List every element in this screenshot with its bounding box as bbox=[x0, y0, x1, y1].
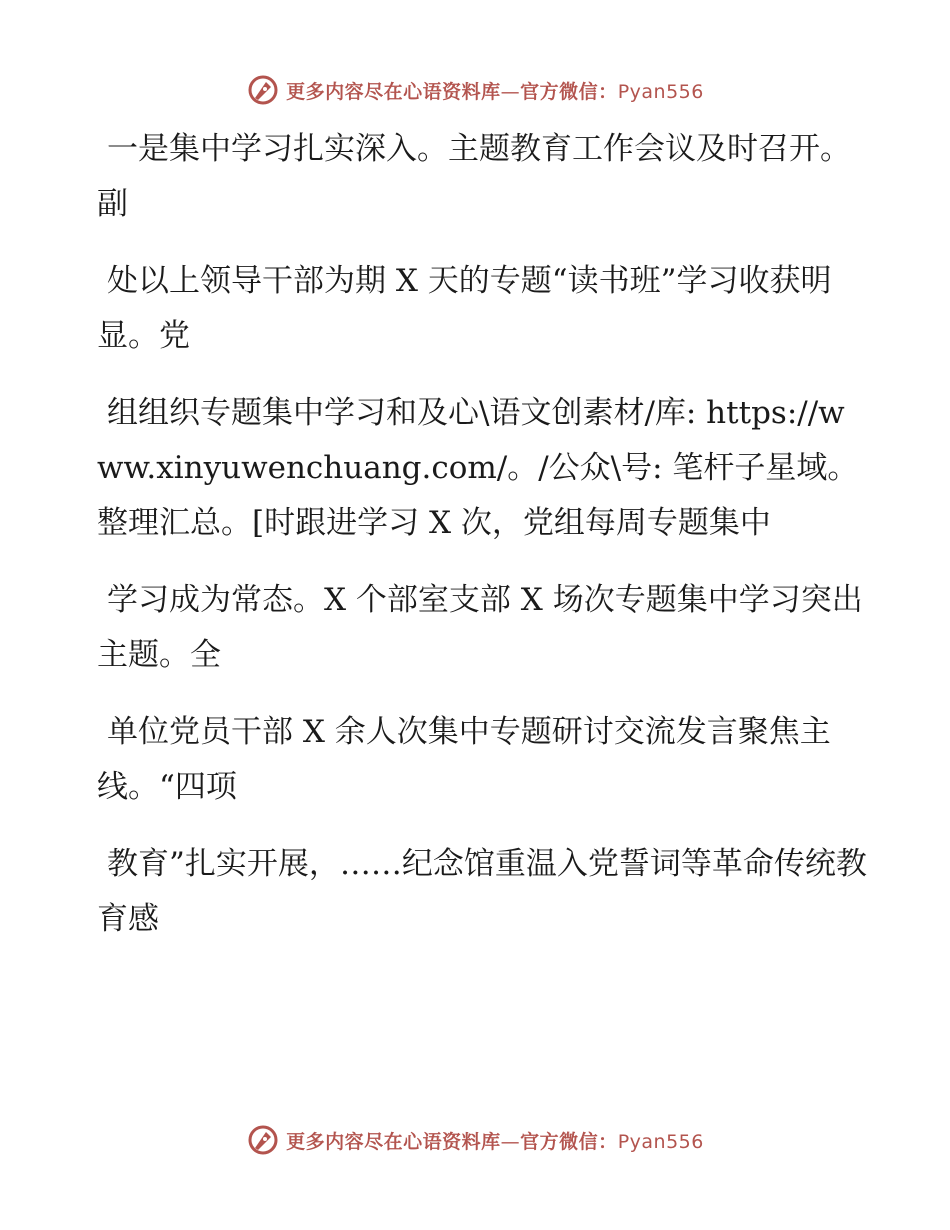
watermark-account: Pyan556 bbox=[617, 80, 704, 103]
pen-nib-circle-icon bbox=[246, 73, 280, 107]
watermark-account: Pyan556 bbox=[617, 1130, 704, 1153]
header-watermark bbox=[0, 70, 950, 110]
watermark-separator: — bbox=[500, 1130, 521, 1153]
paragraph-3: 组组织专题集中学习和及心\语文创素材/库: https://www.xinyuwenchuang.com/。/公众\号: 笔杆子星域。整理汇总。[时跟进学习 X 次，党组每周专题集中 bbox=[97, 395, 859, 541]
watermark-text bbox=[286, 1127, 704, 1154]
pen-nib-circle-icon bbox=[246, 1123, 280, 1157]
paragraph-6: 教育”扎实开展，……纪念馆重温入党誓词等革命传统教育感 bbox=[97, 846, 867, 937]
footer-watermark bbox=[0, 1120, 950, 1160]
watermark-separator: — bbox=[500, 80, 521, 103]
watermark-text bbox=[286, 77, 704, 104]
watermark-label: 官方微信： bbox=[520, 80, 618, 103]
document-body bbox=[97, 122, 867, 969]
paragraph-1: 一是集中学习扎实深入。主题教育工作会议及时召开。副 bbox=[97, 131, 851, 222]
watermark-label: 官方微信： bbox=[520, 1130, 618, 1153]
watermark-brand: 更多内容尽在心语资料库 bbox=[286, 80, 501, 103]
paragraph-4: 学习成为常态。X 个部室支部 X 场次专题集中学习突出主题。全 bbox=[97, 582, 863, 673]
paragraph-5: 单位党员干部 X 余人次集中专题研讨交流发言聚焦主线。“四项 bbox=[97, 714, 831, 805]
paragraph-2: 处以上领导干部为期 X 天的专题“读书班”学习收获明显。党 bbox=[97, 263, 832, 354]
watermark-brand: 更多内容尽在心语资料库 bbox=[286, 1130, 501, 1153]
